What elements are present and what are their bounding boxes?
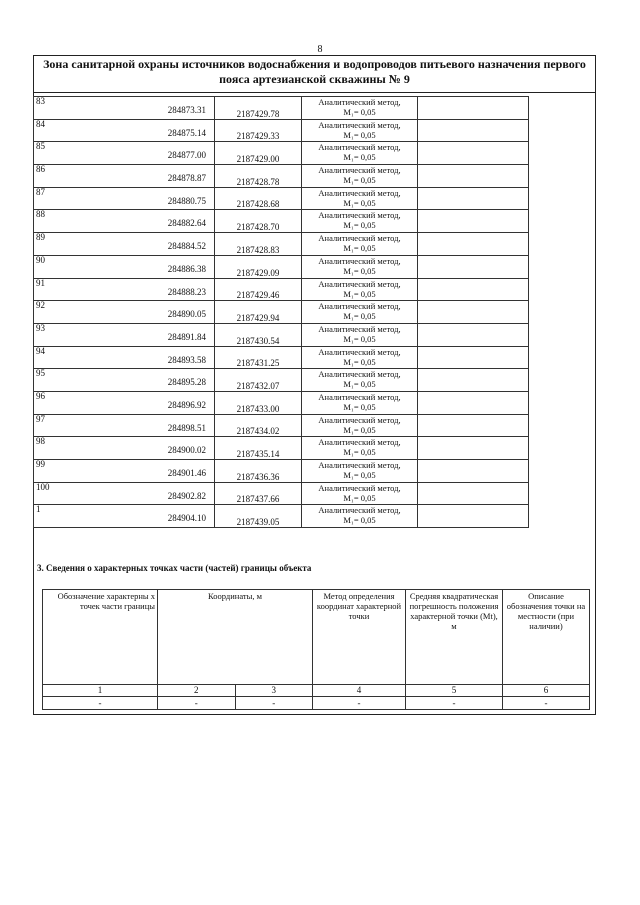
point-description bbox=[418, 142, 529, 165]
title-divider bbox=[33, 92, 596, 93]
method-text: Аналитический метод, bbox=[318, 323, 401, 334]
point-number-cell bbox=[34, 233, 215, 256]
method-error: M₁= 0,05 bbox=[343, 243, 376, 254]
point-number-cell bbox=[34, 346, 215, 369]
page-number: 8 bbox=[317, 44, 323, 55]
method-text: Аналитический метод, bbox=[318, 255, 401, 266]
point-row bbox=[34, 505, 529, 528]
point-method bbox=[302, 233, 418, 256]
point-method bbox=[302, 437, 418, 460]
header-error: Средняя квадратическая погрешность положения характерной точки (Mt), м bbox=[406, 590, 503, 685]
point-number: 85 bbox=[36, 141, 45, 152]
point-x: 284877.00 bbox=[167, 150, 206, 161]
point-number: 87 bbox=[36, 186, 45, 197]
point-x: 284875.14 bbox=[167, 127, 206, 138]
point-number-cell bbox=[34, 210, 215, 233]
point-row bbox=[34, 301, 529, 324]
point-method bbox=[302, 323, 418, 346]
point-row bbox=[34, 482, 529, 505]
point-method bbox=[302, 369, 418, 392]
point-method bbox=[302, 505, 418, 528]
point-number: 99 bbox=[36, 459, 45, 469]
point-row bbox=[34, 346, 529, 369]
point-row bbox=[34, 210, 529, 233]
point-description bbox=[418, 97, 529, 120]
index-cell: 4 bbox=[313, 685, 406, 697]
point-x: 284873.31 bbox=[167, 105, 206, 115]
point-x: 284904.10 bbox=[167, 513, 206, 524]
point-y: 2187429.33 bbox=[215, 119, 302, 142]
method-error: M₁= 0,05 bbox=[343, 152, 376, 163]
method-text: Аналитический метод, bbox=[318, 346, 401, 357]
point-x: 284890.05 bbox=[167, 309, 206, 320]
point-number-cell bbox=[34, 165, 215, 188]
method-error: M₁= 0,05 bbox=[343, 424, 376, 435]
point-x: 284880.75 bbox=[167, 195, 206, 206]
point-method bbox=[302, 119, 418, 142]
point-x: 284878.87 bbox=[167, 173, 206, 184]
point-x: 284902.82 bbox=[167, 490, 206, 501]
method-text: Аналитический метод, bbox=[318, 97, 401, 107]
point-y: 2187433.00 bbox=[215, 391, 302, 414]
point-method bbox=[302, 278, 418, 301]
method-text: Аналитический метод, bbox=[318, 414, 401, 425]
point-x: 284884.52 bbox=[167, 241, 206, 252]
point-number: 97 bbox=[36, 413, 45, 424]
point-number-cell bbox=[34, 323, 215, 346]
method-error: M₁= 0,05 bbox=[343, 175, 376, 186]
point-y: 2187439.05 bbox=[215, 505, 302, 528]
point-row bbox=[34, 119, 529, 142]
method-error: M₁= 0,05 bbox=[343, 379, 376, 390]
method-text: Аналитический метод, bbox=[318, 391, 401, 402]
point-y: 2187429.78 bbox=[215, 97, 302, 120]
method-text: Аналитический метод, bbox=[318, 482, 401, 493]
point-y: 2187435.14 bbox=[215, 437, 302, 460]
point-y: 2187429.00 bbox=[215, 142, 302, 165]
point-y: 2187437.66 bbox=[215, 482, 302, 505]
method-text: Аналитический метод, bbox=[318, 505, 401, 516]
method-error: M₁= 0,05 bbox=[343, 107, 376, 117]
point-method bbox=[302, 142, 418, 165]
point-description bbox=[418, 482, 529, 505]
method-error: M₁= 0,05 bbox=[343, 197, 376, 208]
point-method bbox=[302, 97, 418, 120]
point-method bbox=[302, 210, 418, 233]
method-error: M₁= 0,05 bbox=[343, 492, 376, 503]
point-method bbox=[302, 301, 418, 324]
point-number: 96 bbox=[36, 390, 45, 401]
point-description bbox=[418, 369, 529, 392]
point-row bbox=[34, 460, 529, 483]
point-description bbox=[418, 391, 529, 414]
point-x: 284898.51 bbox=[167, 422, 206, 433]
point-row bbox=[34, 255, 529, 278]
empty-value-cell: - bbox=[43, 697, 158, 710]
method-error: M₁= 0,05 bbox=[343, 356, 376, 367]
header-designation: Обозначение характерны х точек части границы bbox=[43, 590, 158, 685]
empty-value-cell: - bbox=[406, 697, 503, 710]
point-description bbox=[418, 233, 529, 256]
point-number-cell bbox=[34, 255, 215, 278]
point-row bbox=[34, 391, 529, 414]
characteristic-points-table bbox=[42, 589, 590, 710]
method-text: Аналитический метод, bbox=[318, 301, 401, 312]
point-description bbox=[418, 255, 529, 278]
method-error: M₁= 0,05 bbox=[343, 311, 376, 322]
point-y: 2187436.36 bbox=[215, 460, 302, 483]
point-number: 94 bbox=[36, 345, 45, 356]
index-cell: 5 bbox=[406, 685, 503, 697]
point-y: 2187429.09 bbox=[215, 255, 302, 278]
header-method: Метод определения координат характерной точки bbox=[313, 590, 406, 685]
point-description bbox=[418, 437, 529, 460]
point-row bbox=[34, 165, 529, 188]
point-number-cell bbox=[34, 437, 215, 460]
point-number-cell bbox=[34, 278, 215, 301]
point-number: 90 bbox=[36, 254, 45, 265]
point-number: 100 bbox=[36, 481, 50, 492]
method-text: Аналитический метод, bbox=[318, 460, 401, 470]
point-description bbox=[418, 505, 529, 528]
point-x: 284896.92 bbox=[167, 399, 206, 410]
point-x: 284895.28 bbox=[167, 377, 206, 388]
point-y: 2187428.78 bbox=[215, 165, 302, 188]
point-x: 284888.23 bbox=[167, 286, 206, 297]
method-text: Аналитический метод, bbox=[318, 187, 401, 198]
header-coordinates: Координаты, м bbox=[158, 590, 313, 685]
point-y: 2187428.68 bbox=[215, 187, 302, 210]
point-row bbox=[34, 142, 529, 165]
point-number-cell bbox=[34, 187, 215, 210]
point-description bbox=[418, 414, 529, 437]
point-row bbox=[34, 187, 529, 210]
point-description bbox=[418, 119, 529, 142]
point-y: 2187428.83 bbox=[215, 233, 302, 256]
point-row bbox=[34, 437, 529, 460]
point-row bbox=[34, 414, 529, 437]
point-y: 2187428.70 bbox=[215, 210, 302, 233]
point-description bbox=[418, 301, 529, 324]
method-text: Аналитический метод, bbox=[318, 142, 401, 153]
point-row bbox=[34, 323, 529, 346]
method-text: Аналитический метод, bbox=[318, 369, 401, 380]
point-row bbox=[34, 369, 529, 392]
index-cell: 6 bbox=[503, 685, 590, 697]
method-error: M₁= 0,05 bbox=[343, 515, 376, 526]
point-y: 2187430.54 bbox=[215, 323, 302, 346]
point-number-cell bbox=[34, 369, 215, 392]
index-cell: 2 bbox=[158, 685, 236, 697]
point-method bbox=[302, 391, 418, 414]
point-x: 284900.02 bbox=[167, 445, 206, 456]
method-error: M₁= 0,05 bbox=[343, 288, 376, 299]
empty-value-cell: - bbox=[158, 697, 236, 710]
method-error: M₁= 0,05 bbox=[343, 220, 376, 231]
method-error: M₁= 0,05 bbox=[343, 129, 376, 140]
point-description bbox=[418, 187, 529, 210]
point-x: 284882.64 bbox=[167, 218, 206, 229]
point-number-cell bbox=[34, 391, 215, 414]
point-method bbox=[302, 165, 418, 188]
point-row bbox=[34, 233, 529, 256]
method-text: Аналитический метод, bbox=[318, 119, 401, 130]
point-x: 284901.46 bbox=[167, 468, 206, 478]
method-error: M₁= 0,05 bbox=[343, 447, 376, 458]
empty-value-cell: - bbox=[313, 697, 406, 710]
point-number: 88 bbox=[36, 209, 45, 220]
boundary-points-table bbox=[33, 96, 529, 528]
method-error: M₁= 0,05 bbox=[343, 333, 376, 344]
point-number-cell bbox=[34, 505, 215, 528]
method-error: M₁= 0,05 bbox=[343, 470, 376, 480]
point-number: 98 bbox=[36, 436, 45, 447]
point-method bbox=[302, 187, 418, 210]
section-3-title: 3. Сведения о характерных точках части (частей) границы объекта bbox=[37, 563, 312, 573]
point-description bbox=[418, 346, 529, 369]
point-x: 284893.58 bbox=[167, 354, 206, 365]
point-y: 2187429.46 bbox=[215, 278, 302, 301]
method-text: Аналитический метод, bbox=[318, 210, 401, 221]
point-number: 83 bbox=[36, 96, 45, 106]
point-number-cell bbox=[34, 301, 215, 324]
method-error: M₁= 0,05 bbox=[343, 265, 376, 276]
point-x: 284891.84 bbox=[167, 331, 206, 342]
point-description bbox=[418, 165, 529, 188]
point-y: 2187429.94 bbox=[215, 301, 302, 324]
point-method bbox=[302, 414, 418, 437]
point-method bbox=[302, 346, 418, 369]
document-title: Зона санитарной охраны источников водоснабжения и водопроводов питьевого назначения первого пояса артезианской скважины № 9 bbox=[43, 57, 586, 86]
point-number: 91 bbox=[36, 277, 45, 288]
point-description bbox=[418, 278, 529, 301]
method-text: Аналитический метод, bbox=[318, 437, 401, 448]
point-number: 86 bbox=[36, 164, 45, 175]
point-number: 95 bbox=[36, 368, 45, 379]
point-description bbox=[418, 323, 529, 346]
method-error: M₁= 0,05 bbox=[343, 401, 376, 412]
point-number: 84 bbox=[36, 118, 45, 129]
point-number-cell bbox=[34, 414, 215, 437]
point-number-cell bbox=[34, 142, 215, 165]
point-y: 2187434.02 bbox=[215, 414, 302, 437]
point-number-cell bbox=[34, 482, 215, 505]
point-number-cell bbox=[34, 97, 215, 120]
point-row bbox=[34, 278, 529, 301]
empty-value-cell: - bbox=[235, 697, 313, 710]
index-cell: 1 bbox=[43, 685, 158, 697]
point-number: 1 bbox=[36, 504, 41, 515]
point-y: 2187431.25 bbox=[215, 346, 302, 369]
point-row bbox=[34, 97, 529, 120]
point-method bbox=[302, 460, 418, 483]
method-text: Аналитический метод, bbox=[318, 278, 401, 289]
method-text: Аналитический метод, bbox=[318, 165, 401, 176]
point-method bbox=[302, 255, 418, 278]
header-description: Описание обозначения точки на местности (при наличии) bbox=[503, 590, 590, 685]
empty-value-cell: - bbox=[503, 697, 590, 710]
point-number-cell bbox=[34, 460, 215, 483]
point-description bbox=[418, 460, 529, 483]
point-number: 89 bbox=[36, 232, 45, 243]
method-text: Аналитический метод, bbox=[318, 233, 401, 244]
point-method bbox=[302, 482, 418, 505]
index-cell: 3 bbox=[235, 685, 313, 697]
point-x: 284886.38 bbox=[167, 263, 206, 274]
point-number: 93 bbox=[36, 322, 45, 333]
point-description bbox=[418, 210, 529, 233]
point-y: 2187432.07 bbox=[215, 369, 302, 392]
point-number: 92 bbox=[36, 300, 45, 311]
point-number-cell bbox=[34, 119, 215, 142]
